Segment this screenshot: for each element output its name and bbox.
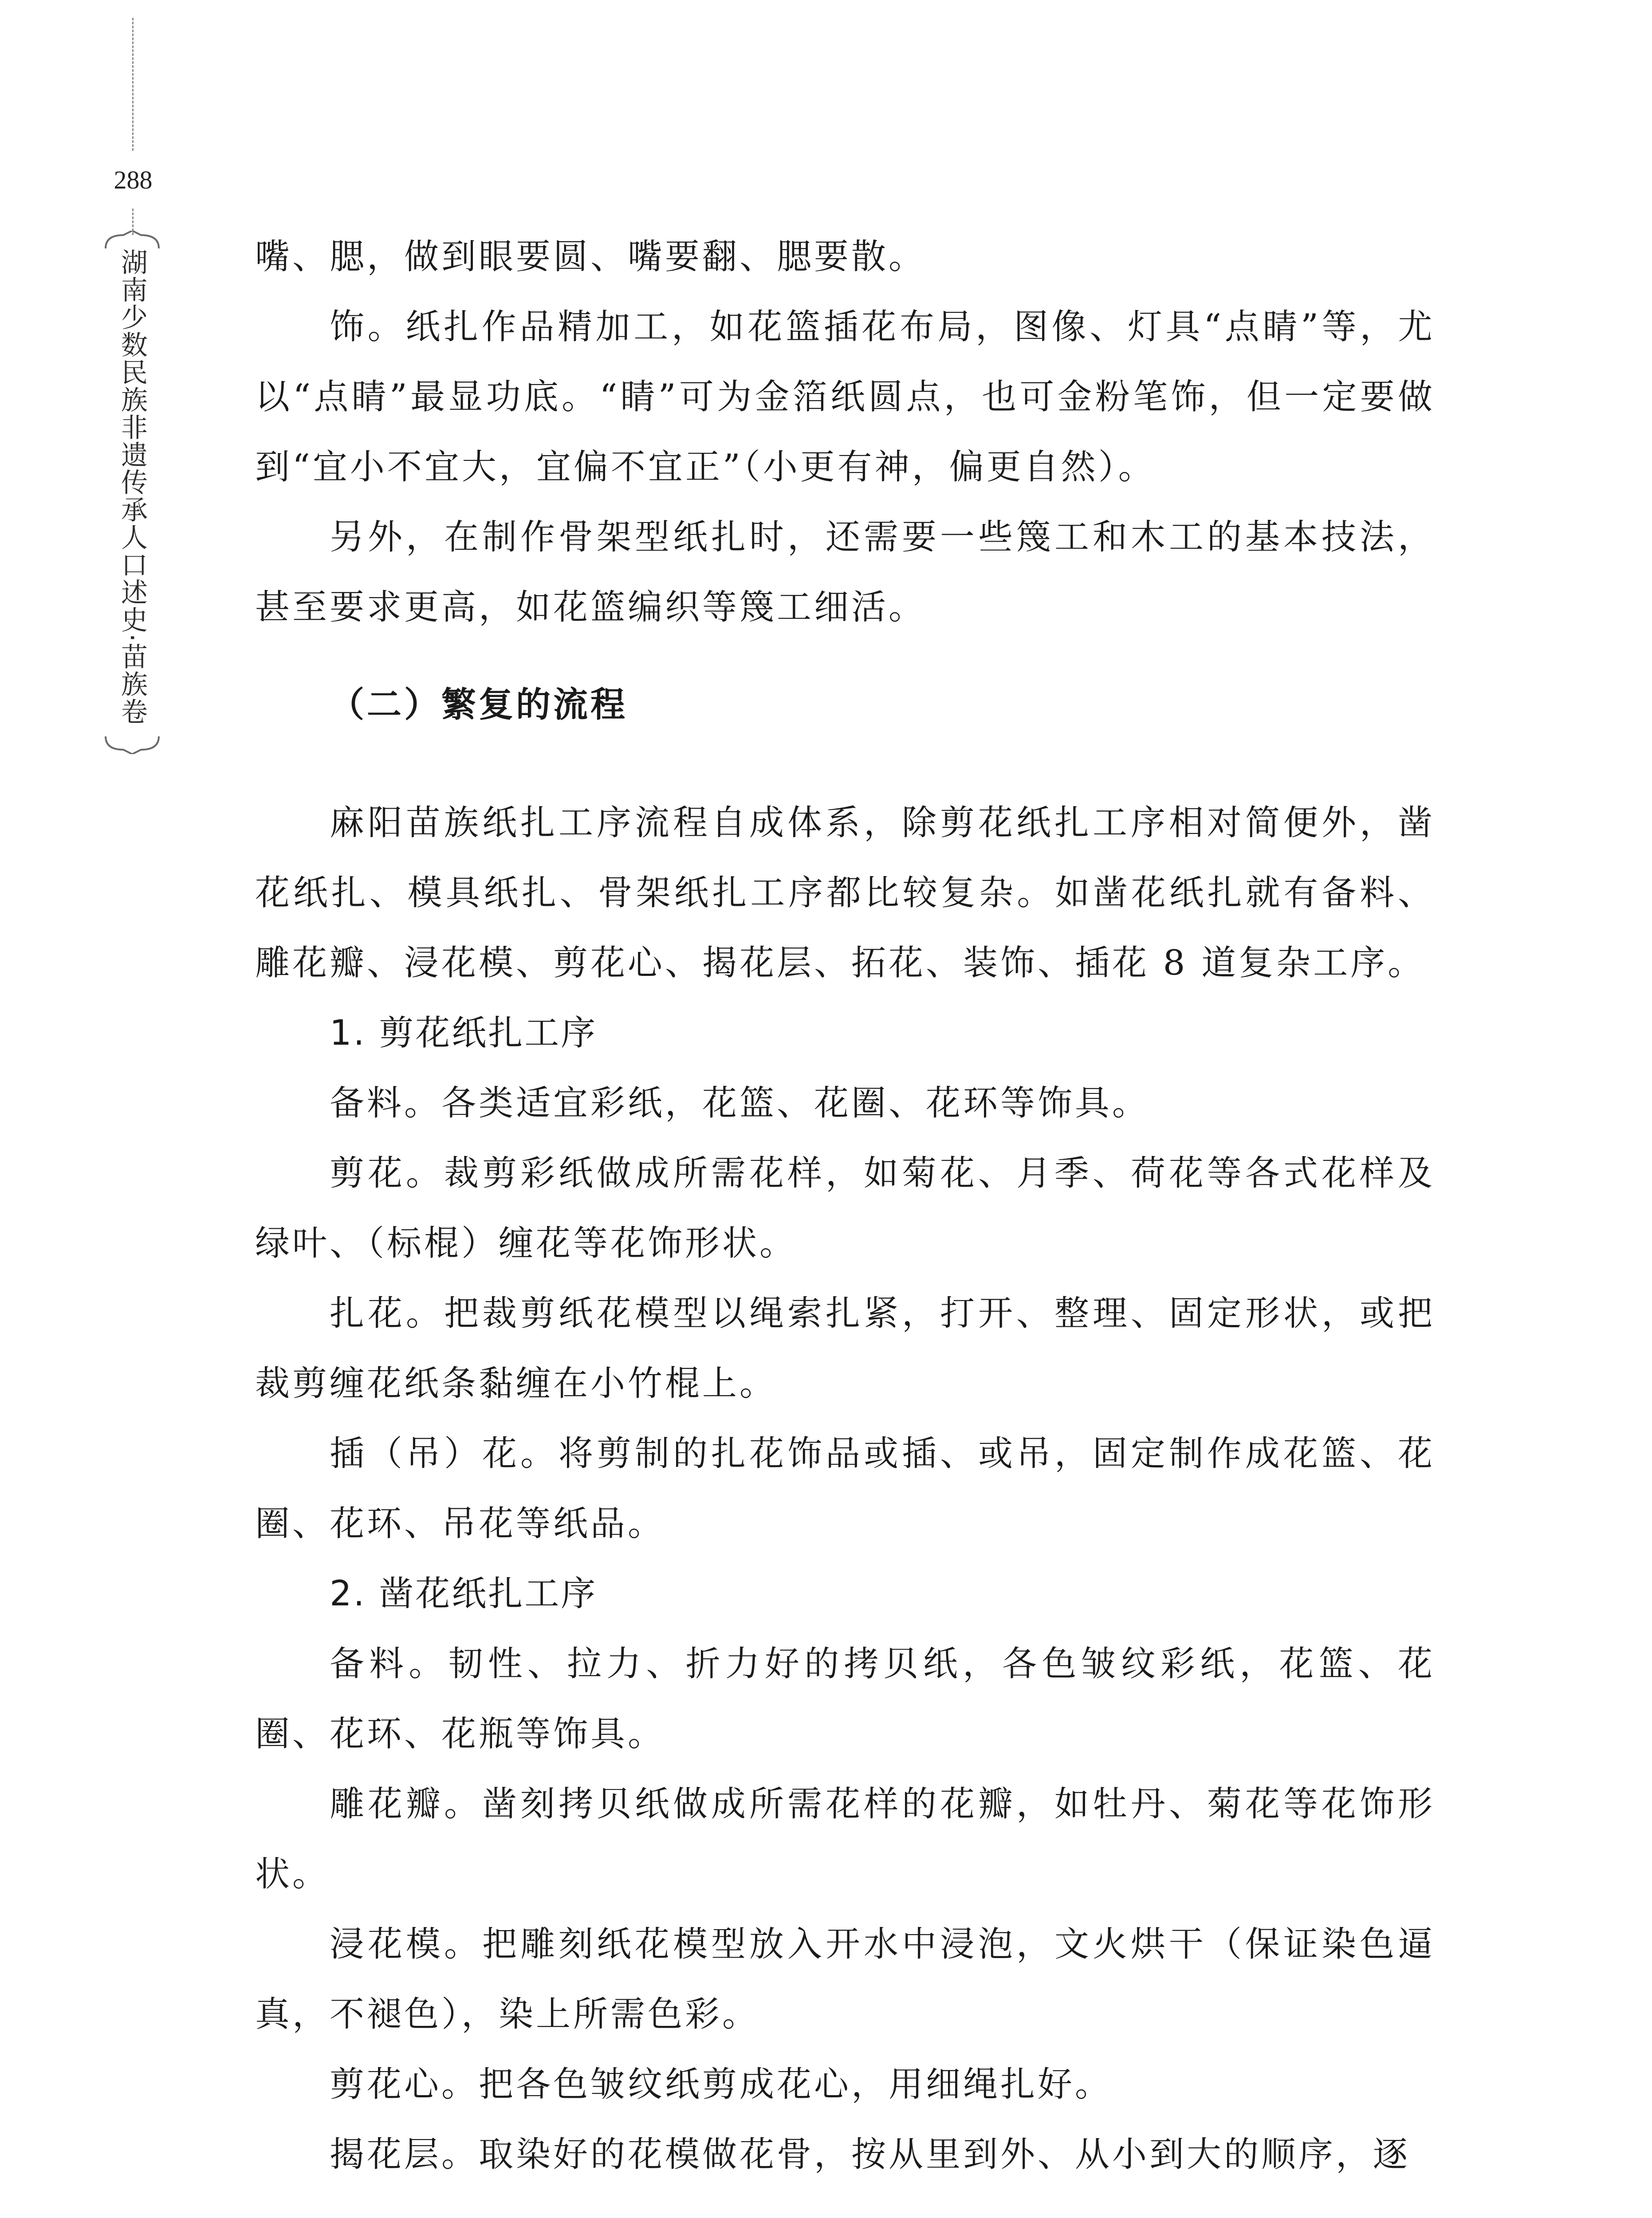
section-heading: （二）繁复的流程 xyxy=(330,685,628,725)
paragraph: 扎花。把裁剪纸花模型以绳索扎紧，打开、整理、固定形状，或把裁剪缠花纸条黏缠在小竹棍上。 xyxy=(255,1294,1435,1404)
paragraph: 剪花心。把各色皱纹纸剪成花心，用细绳扎好。 xyxy=(330,2065,1113,2104)
sub-heading: 1. 剪花纸扎工序 xyxy=(330,1013,598,1053)
paragraph: 备料。韧性、拉力、折力好的拷贝纸，各色皱纹彩纸，花篮、花圈、花环、花瓶等饰具。 xyxy=(255,1644,1435,1754)
paragraph: 另外，在制作骨架型纸扎时，还需要一些篾工和木工的基本技法，甚至要求更高，如花篮编织等篾工细活。 xyxy=(255,517,1435,627)
paragraph: 饰。纸扎作品精加工，如花篮插花布局，图像、灯具“点睛”等，尤以“点睛”最显功底。“睛”可为金箔纸圆点，也可金粉笔饰，但一定要做到“宜小不宜大，宜偏不宜正”（小更有神，偏更自然）。 xyxy=(255,307,1435,487)
body-text xyxy=(255,222,1435,2190)
paragraph: 插（吊）花。将剪制的扎花饰品或插、或吊，固定制作成花篮、花圈、花环、吊花等纸品。 xyxy=(255,1434,1435,1544)
paragraph: 剪花。裁剪彩纸做成所需花样，如菊花、月季、荷花等各式花样及绿叶、（标棍）缠花等花饰形状。 xyxy=(255,1153,1435,1263)
sub-heading: 2. 凿花纸扎工序 xyxy=(330,1574,598,1614)
paragraph: 备料。各类适宜彩纸，花篮、花圈、花环等饰具。 xyxy=(330,1083,1150,1123)
paragraph: 雕花瓣。凿刻拷贝纸做成所需花样的花瓣，如牡丹、菊花等花饰形状。 xyxy=(255,1784,1435,1894)
series-title: 湖南少数民族非遗传承人口述史·苗族卷 xyxy=(117,248,148,726)
paragraph: 揭花层。取染好的花模做花骨，按从里到外、从小到大的顺序，逐 xyxy=(330,2135,1411,2175)
page-number: 288 xyxy=(114,165,153,194)
paragraph: 麻阳苗族纸扎工序流程自成体系，除剪花纸扎工序相对简便外，凿花纸扎、模具纸扎、骨架纸扎工序都比较复杂。如凿花纸扎就有备料、雕花瓣、浸花模、剪花心、揭花层、拓花、装饰、插花 8 道复杂工序。 xyxy=(255,803,1435,983)
paragraph: 浸花模。把雕刻纸花模型放入开水中浸泡，文火烘干（保证染色逼真，不褪色），染上所需色彩。 xyxy=(255,1924,1435,2034)
paragraph: 嘴、腮，做到眼要圆、嘴要翻、腮要散。 xyxy=(255,237,926,277)
margin-dashed-rule-top xyxy=(132,18,134,151)
